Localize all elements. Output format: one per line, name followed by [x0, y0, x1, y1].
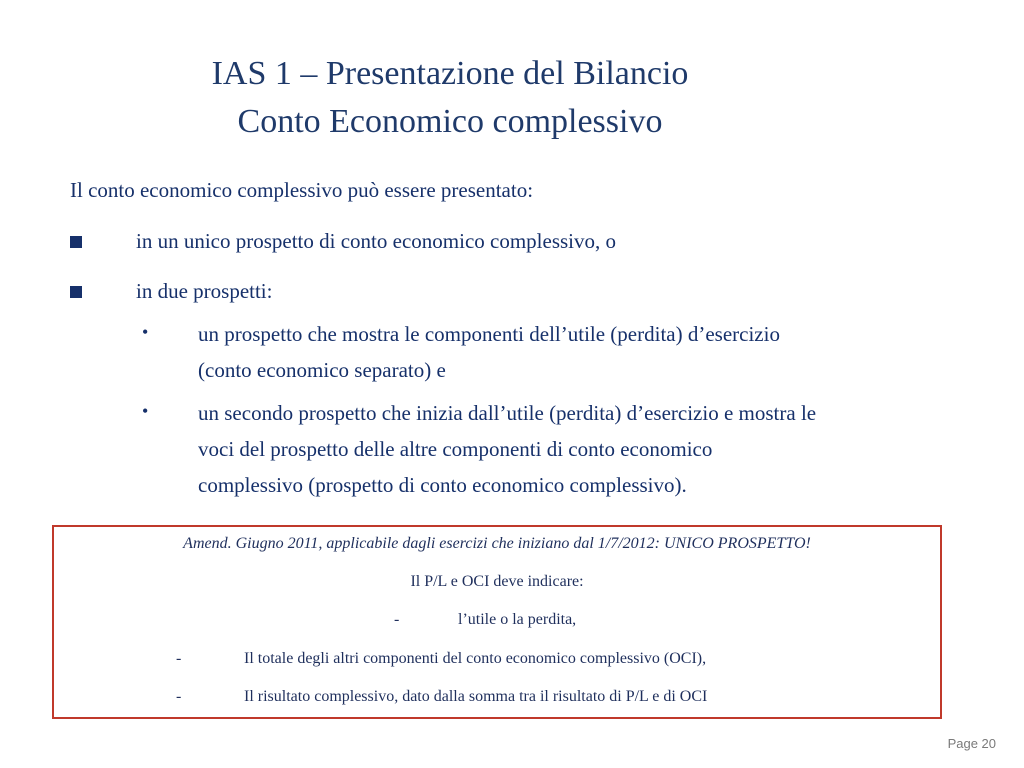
amendment-item-text: l’utile o la perdita,	[458, 611, 577, 628]
square-bullet-icon	[70, 286, 82, 298]
slide-title: IAS 1 – Presentazione del Bilancio	[211, 55, 689, 92]
sub-bullet-line: un secondo prospetto che inizia dall’utile (perdita) d’esercizio e mostra le	[198, 401, 817, 425]
page-number: Page 20	[947, 736, 996, 751]
dot-bullet-icon: •	[142, 401, 149, 421]
sub-bullet-line: voci del prospetto delle altre componenti di conto economico	[198, 437, 713, 461]
amendment-heading: Amend. Giugno 2011, applicabile dagli esercizi che iniziano dal 1/7/2012: UNICO PROSPETTO!	[183, 535, 811, 552]
amendment-item-text: Il totale degli altri componenti del conto economico complessivo (OCI),	[244, 650, 707, 667]
dot-bullet-icon: •	[142, 322, 149, 342]
dash-marker: -	[394, 611, 400, 628]
amendment-item-text: Il risultato complessivo, dato dalla somma tra il risultato di P/L e di OCI	[244, 688, 708, 705]
square-bullet-icon	[70, 236, 82, 248]
bullet-item-1: in un unico prospetto di conto economico complessivo, o	[136, 229, 617, 253]
slide-subtitle: Conto Economico complessivo	[237, 103, 663, 140]
amendment-subheading: Il P/L e OCI deve indicare:	[410, 573, 584, 590]
sub-bullet-item-2	[198, 395, 816, 503]
sub-bullet-line: (conto economico separato) e	[198, 358, 446, 382]
dash-marker: -	[176, 688, 182, 705]
sub-bullet-line: complessivo (prospetto di conto economico complessivo).	[198, 473, 687, 497]
amendment-box	[52, 525, 942, 719]
sub-bullet-item-1	[198, 316, 780, 388]
dash-marker: -	[176, 650, 182, 667]
sub-bullet-line: un prospetto che mostra le componenti dell’utile (perdita) d’esercizio	[198, 322, 780, 346]
bullet-item-2: in due prospetti:	[136, 279, 273, 303]
intro-text: Il conto economico complessivo può essere presentato:	[70, 178, 534, 202]
